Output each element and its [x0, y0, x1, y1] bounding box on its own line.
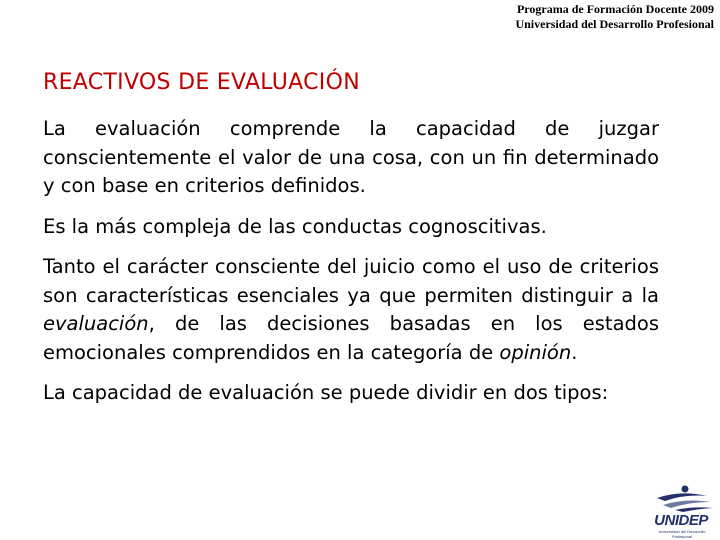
- logo-tagline: Universidad del Desarrollo Profesional: [658, 529, 706, 539]
- slide-title: REACTIVOS DE EVALUACIÓN: [43, 70, 360, 95]
- runner-swoosh-icon: [645, 484, 719, 514]
- unidep-logo: [645, 484, 719, 538]
- logo-wordmark: UNIDEP: [654, 512, 708, 529]
- paragraph-3-text-b: , de las decisiones basadas en los estados emocionales comprendidos en la categoría de: [43, 312, 659, 364]
- paragraph-3: [43, 253, 659, 367]
- term-evaluacion: evaluación: [43, 312, 149, 335]
- paragraph-3-text-a: Tanto el carácter consciente del juicio como el uso de criterios son características esenciales ya que permiten distinguir a la: [43, 255, 659, 307]
- header-line-1: Programa de Formación Docente 2009: [516, 2, 714, 16]
- paragraph-3-text-c: .: [571, 340, 578, 364]
- paragraph-2: Es la más compleja de las conductas cognoscitivas.: [43, 214, 547, 238]
- slide-body: [43, 115, 659, 420]
- header: [515, 2, 714, 32]
- paragraph-1: La evaluación comprende la capacidad de juzgar conscientemente el valor de una cosa, con un fin determinado y con base en criterios definidos.: [43, 117, 659, 197]
- term-opinion: opinión: [499, 340, 572, 364]
- header-line-2: Universidad del Desarrollo Profesional: [515, 17, 714, 31]
- paragraph-4: La capacidad de evaluación se puede dividir en dos tipos:: [43, 381, 609, 404]
